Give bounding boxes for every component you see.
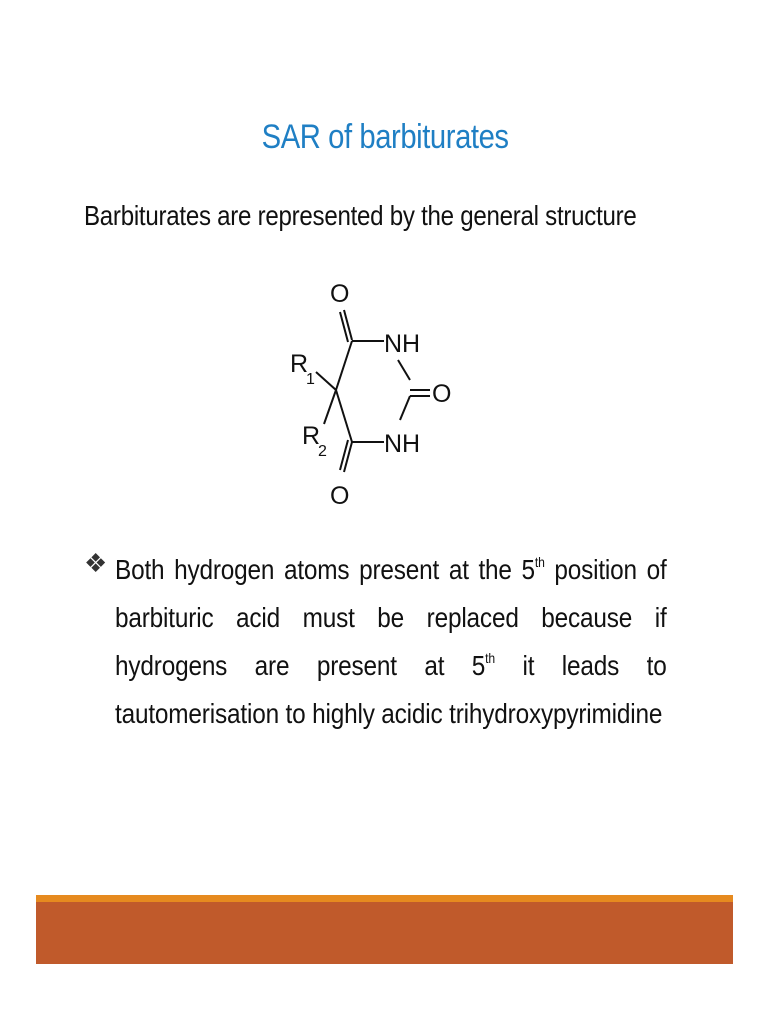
bullet-point <box>84 546 668 738</box>
bullet-sup2: th <box>485 650 495 666</box>
bond-c4-o-double <box>340 312 348 342</box>
intro-text: Barbiturates are represented by the general structure <box>84 200 637 231</box>
slide-title: SAR of barbiturates <box>261 118 509 156</box>
bond-c6-o-double <box>340 440 348 470</box>
bond-c4-o <box>344 310 352 340</box>
footer-accent-line <box>36 895 733 902</box>
bond-c5-c6 <box>336 390 352 442</box>
r2-subscript: 2 <box>318 443 327 460</box>
bond-c5-r2 <box>324 390 336 424</box>
oxygen-top-label: O <box>330 280 350 308</box>
footer-band <box>36 902 733 964</box>
r1-label: R <box>290 350 309 378</box>
bullet-text <box>115 546 667 738</box>
r2-label: R <box>302 422 321 450</box>
bond-c5-r1 <box>316 372 336 390</box>
r1-subscript: 1 <box>306 371 315 388</box>
diamond-bullet-icon: ❖ <box>84 548 108 578</box>
bond-n3-c2 <box>398 360 410 380</box>
nh-top-label: NH <box>384 330 421 358</box>
bullet-text-part2: position of barbituric acid must be replaced because if hydrogens are present at 5 <box>115 554 667 681</box>
bond-c2-n1 <box>400 396 410 420</box>
bullet-sup1: th <box>534 554 545 570</box>
oxygen-bottom-label: O <box>330 482 350 510</box>
bullet-text-part3: it leads to tautomerisation to highly acidic trihydroxypyrimidine <box>115 650 667 729</box>
bond-c4-c5 <box>336 341 352 390</box>
bullet-text-part1: Both hydrogen atoms present at the 5 <box>115 554 535 585</box>
nh-bottom-label: NH <box>384 430 421 458</box>
oxygen-right-label: O <box>432 380 452 408</box>
bond-c6-o <box>344 442 352 472</box>
